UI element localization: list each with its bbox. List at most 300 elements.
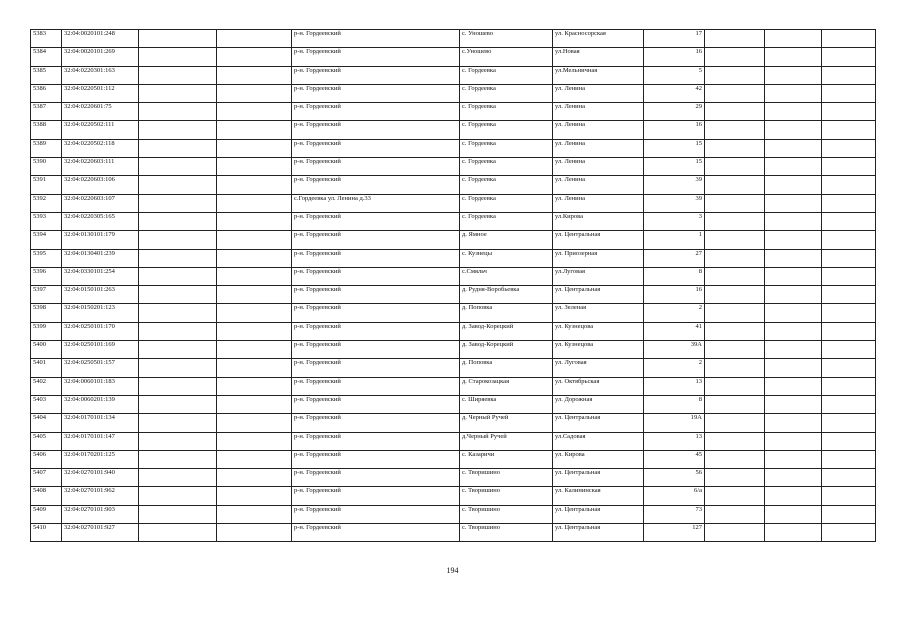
street-cell: ул. Кирова — [553, 450, 644, 468]
table-row — [31, 359, 876, 377]
empty-cell — [705, 48, 765, 66]
table-row — [31, 103, 876, 121]
empty-cell — [765, 212, 822, 230]
cadastral-number-cell: 32:04:0170101:134 — [62, 414, 139, 432]
house-number-cell: 16 — [644, 121, 705, 139]
empty-cell — [217, 469, 292, 487]
empty-cell — [217, 267, 292, 285]
empty-cell — [705, 505, 765, 523]
empty-cell — [822, 212, 876, 230]
address-cell: р-н. Гордеевский — [292, 395, 460, 413]
empty-cell — [217, 176, 292, 194]
empty-cell — [139, 139, 217, 157]
row-number-cell: 5405 — [31, 432, 62, 450]
empty-cell — [822, 450, 876, 468]
table-body — [31, 30, 876, 542]
address-cell: р-н. Гордеевский — [292, 414, 460, 432]
address-cell: р-н. Гордеевский — [292, 176, 460, 194]
address-cell: р-н. Гордеевский — [292, 249, 460, 267]
row-number-cell: 5407 — [31, 469, 62, 487]
empty-cell — [705, 194, 765, 212]
empty-cell — [139, 524, 217, 542]
empty-cell — [765, 158, 822, 176]
row-number-cell: 5403 — [31, 395, 62, 413]
empty-cell — [822, 249, 876, 267]
table-row — [31, 414, 876, 432]
empty-cell — [765, 469, 822, 487]
empty-cell — [765, 103, 822, 121]
empty-cell — [705, 249, 765, 267]
settlement-cell: д. Поповка — [460, 304, 553, 322]
empty-cell — [705, 469, 765, 487]
empty-cell — [217, 395, 292, 413]
empty-cell — [822, 194, 876, 212]
cadastral-number-cell: 32:04:0250101:170 — [62, 322, 139, 340]
empty-cell — [217, 158, 292, 176]
cadastral-number-cell: 32:04:0170101:147 — [62, 432, 139, 450]
empty-cell — [139, 176, 217, 194]
empty-cell — [139, 414, 217, 432]
table-row — [31, 322, 876, 340]
row-number-cell: 5383 — [31, 30, 62, 48]
address-cell: р-н. Гордеевский — [292, 66, 460, 84]
empty-cell — [139, 249, 217, 267]
address-cell: р-н. Гордеевский — [292, 377, 460, 395]
house-number-cell: 8 — [644, 267, 705, 285]
cadastral-number-cell: 32:04:0330101:254 — [62, 267, 139, 285]
empty-cell — [705, 377, 765, 395]
cadastral-number-cell: 32:04:0220502:111 — [62, 121, 139, 139]
empty-cell — [139, 432, 217, 450]
cadastral-number-cell: 32:04:0220601:75 — [62, 103, 139, 121]
house-number-cell: 13 — [644, 377, 705, 395]
house-number-cell: 2 — [644, 359, 705, 377]
empty-cell — [217, 84, 292, 102]
street-cell: ул. Приозерная — [553, 249, 644, 267]
settlement-cell: д. Черный Ручей — [460, 414, 553, 432]
empty-cell — [765, 249, 822, 267]
row-number-cell: 5401 — [31, 359, 62, 377]
empty-cell — [705, 450, 765, 468]
house-number-cell: 45 — [644, 450, 705, 468]
table-row — [31, 176, 876, 194]
row-number-cell: 5396 — [31, 267, 62, 285]
empty-cell — [765, 267, 822, 285]
table-row — [31, 30, 876, 48]
empty-cell — [705, 395, 765, 413]
cadastral-number-cell: 32:04:0150201:123 — [62, 304, 139, 322]
empty-cell — [765, 432, 822, 450]
empty-cell — [822, 359, 876, 377]
row-number-cell: 5406 — [31, 450, 62, 468]
street-cell: ул. Кузнецова — [553, 322, 644, 340]
empty-cell — [705, 212, 765, 230]
row-number-cell: 5386 — [31, 84, 62, 102]
settlement-cell: с. Уношево — [460, 30, 553, 48]
street-cell: ул. Ленина — [553, 121, 644, 139]
empty-cell — [139, 48, 217, 66]
table-row — [31, 48, 876, 66]
street-cell: ул.Мельничная — [553, 66, 644, 84]
row-number-cell: 5388 — [31, 121, 62, 139]
settlement-cell: с. Гордеевка — [460, 121, 553, 139]
settlement-cell: с. Кузнецы — [460, 249, 553, 267]
street-cell: ул. Зеленая — [553, 304, 644, 322]
page-number: 194 — [446, 566, 459, 575]
street-cell: ул.Садовая — [553, 432, 644, 450]
house-number-cell: 17 — [644, 30, 705, 48]
address-cell: р-н. Гордеевский — [292, 84, 460, 102]
empty-cell — [822, 84, 876, 102]
house-number-cell: 41 — [644, 322, 705, 340]
empty-cell — [822, 395, 876, 413]
empty-cell — [217, 249, 292, 267]
empty-cell — [139, 286, 217, 304]
cadastral-number-cell: 32:04:0020101:248 — [62, 30, 139, 48]
address-cell: р-н. Гордеевский — [292, 487, 460, 505]
empty-cell — [139, 267, 217, 285]
settlement-cell: д.Черный Ручей — [460, 432, 553, 450]
empty-cell — [217, 377, 292, 395]
street-cell: ул. Центральная — [553, 231, 644, 249]
table-row — [31, 194, 876, 212]
house-number-cell: 5 — [644, 66, 705, 84]
cadastral-number-cell: 32:04:0220301:163 — [62, 66, 139, 84]
house-number-cell: 56 — [644, 469, 705, 487]
table-row — [31, 139, 876, 157]
cadastral-number-cell: 32:04:0130101:179 — [62, 231, 139, 249]
empty-cell — [765, 304, 822, 322]
settlement-cell: д. Старокозацкая — [460, 377, 553, 395]
empty-cell — [217, 66, 292, 84]
empty-cell — [822, 121, 876, 139]
row-number-cell: 5391 — [31, 176, 62, 194]
cadastral-number-cell: 32:04:0270101:903 — [62, 505, 139, 523]
row-number-cell: 5404 — [31, 414, 62, 432]
empty-cell — [765, 30, 822, 48]
empty-cell — [765, 121, 822, 139]
table-row — [31, 524, 876, 542]
empty-cell — [765, 286, 822, 304]
row-number-cell: 5398 — [31, 304, 62, 322]
house-number-cell: 16 — [644, 286, 705, 304]
settlement-cell: д. Завод-Корецкий — [460, 322, 553, 340]
empty-cell — [765, 341, 822, 359]
empty-cell — [217, 139, 292, 157]
empty-cell — [822, 267, 876, 285]
empty-cell — [139, 158, 217, 176]
address-cell: р-н. Гордеевский — [292, 212, 460, 230]
table-row — [31, 121, 876, 139]
empty-cell — [705, 84, 765, 102]
empty-cell — [139, 212, 217, 230]
empty-cell — [217, 212, 292, 230]
cadastral-number-cell: 32:04:0270101:940 — [62, 469, 139, 487]
row-number-cell: 5400 — [31, 341, 62, 359]
table-row — [31, 377, 876, 395]
settlement-cell: с. Гордеевка — [460, 212, 553, 230]
empty-cell — [217, 432, 292, 450]
empty-cell — [139, 341, 217, 359]
cadastral-number-cell: 32:04:0060201:139 — [62, 395, 139, 413]
empty-cell — [765, 377, 822, 395]
cadastral-number-cell: 32:04:0220305:165 — [62, 212, 139, 230]
house-number-cell: 3 — [644, 212, 705, 230]
empty-cell — [217, 231, 292, 249]
house-number-cell: 2 — [644, 304, 705, 322]
empty-cell — [765, 231, 822, 249]
table-row — [31, 231, 876, 249]
empty-cell — [822, 469, 876, 487]
house-number-cell: 42 — [644, 84, 705, 102]
house-number-cell: 1 — [644, 231, 705, 249]
empty-cell — [139, 231, 217, 249]
empty-cell — [139, 377, 217, 395]
settlement-cell: с. Казаричи — [460, 450, 553, 468]
empty-cell — [822, 286, 876, 304]
empty-cell — [822, 176, 876, 194]
empty-cell — [822, 304, 876, 322]
empty-cell — [217, 304, 292, 322]
house-number-cell: 15 — [644, 158, 705, 176]
house-number-cell: 39 — [644, 176, 705, 194]
empty-cell — [765, 414, 822, 432]
address-cell: р-н. Гордеевский — [292, 121, 460, 139]
empty-cell — [217, 487, 292, 505]
empty-cell — [765, 505, 822, 523]
empty-cell — [139, 505, 217, 523]
empty-cell — [822, 524, 876, 542]
settlement-cell: с.Уношево — [460, 48, 553, 66]
table-row — [31, 84, 876, 102]
row-number-cell: 5393 — [31, 212, 62, 230]
empty-cell — [822, 322, 876, 340]
street-cell: ул. Центральная — [553, 469, 644, 487]
empty-cell — [765, 524, 822, 542]
street-cell: ул. Луговая — [553, 359, 644, 377]
settlement-cell: с. Творишино — [460, 524, 553, 542]
empty-cell — [765, 84, 822, 102]
house-number-cell: 19А — [644, 414, 705, 432]
cadastral-number-cell: 32:04:0220501:112 — [62, 84, 139, 102]
table-row — [31, 395, 876, 413]
address-cell: с.Гордеевка ул. Ленина д.33 — [292, 194, 460, 212]
empty-cell — [139, 359, 217, 377]
row-number-cell: 5385 — [31, 66, 62, 84]
empty-cell — [765, 395, 822, 413]
empty-cell — [705, 139, 765, 157]
cadastral-number-cell: 32:04:0150101:263 — [62, 286, 139, 304]
empty-cell — [217, 341, 292, 359]
row-number-cell: 5384 — [31, 48, 62, 66]
empty-cell — [822, 341, 876, 359]
cadastral-number-cell: 32:04:0220603:111 — [62, 158, 139, 176]
empty-cell — [139, 84, 217, 102]
empty-cell — [822, 377, 876, 395]
street-cell: ул. Ленина — [553, 103, 644, 121]
house-number-cell: 13 — [644, 432, 705, 450]
empty-cell — [822, 505, 876, 523]
cadastral-number-cell: 32:04:0170201:125 — [62, 450, 139, 468]
row-number-cell: 5410 — [31, 524, 62, 542]
row-number-cell: 5394 — [31, 231, 62, 249]
street-cell: ул. Центральная — [553, 286, 644, 304]
empty-cell — [217, 524, 292, 542]
table-row — [31, 469, 876, 487]
row-number-cell: 5409 — [31, 505, 62, 523]
empty-cell — [705, 487, 765, 505]
cadastral-number-cell: 32:04:0130401:239 — [62, 249, 139, 267]
empty-cell — [217, 194, 292, 212]
empty-cell — [139, 30, 217, 48]
empty-cell — [765, 487, 822, 505]
settlement-cell: с. Гордеевка — [460, 66, 553, 84]
empty-cell — [765, 176, 822, 194]
settlement-cell: с. Творишино — [460, 487, 553, 505]
empty-cell — [217, 359, 292, 377]
settlement-cell: с. Гордеевка — [460, 139, 553, 157]
cadastral-number-cell: 32:04:0250501:157 — [62, 359, 139, 377]
row-number-cell: 5399 — [31, 322, 62, 340]
empty-cell — [822, 48, 876, 66]
empty-cell — [705, 231, 765, 249]
address-cell: р-н. Гордеевский — [292, 286, 460, 304]
cadastral-number-cell: 32:04:0220603:106 — [62, 176, 139, 194]
row-number-cell: 5387 — [31, 103, 62, 121]
empty-cell — [765, 48, 822, 66]
empty-cell — [822, 414, 876, 432]
house-number-cell: 39 — [644, 194, 705, 212]
empty-cell — [765, 450, 822, 468]
street-cell: ул. Ленина — [553, 84, 644, 102]
street-cell: ул.Луговая — [553, 267, 644, 285]
settlement-cell: д. Рудня-Воробьевка — [460, 286, 553, 304]
house-number-cell: 29 — [644, 103, 705, 121]
cadastral-number-cell: 32:04:0250101:169 — [62, 341, 139, 359]
empty-cell — [705, 359, 765, 377]
empty-cell — [765, 66, 822, 84]
empty-cell — [822, 139, 876, 157]
cadastral-number-cell: 32:04:0060101:183 — [62, 377, 139, 395]
address-cell: р-н. Гордеевский — [292, 359, 460, 377]
empty-cell — [822, 432, 876, 450]
empty-cell — [822, 158, 876, 176]
street-cell: ул. Октябрьская — [553, 377, 644, 395]
address-cell: р-н. Гордеевский — [292, 103, 460, 121]
settlement-cell: д. Ямное — [460, 231, 553, 249]
empty-cell — [765, 139, 822, 157]
empty-cell — [705, 66, 765, 84]
empty-cell — [217, 505, 292, 523]
street-cell: ул. Центральная — [553, 414, 644, 432]
empty-cell — [705, 158, 765, 176]
empty-cell — [822, 30, 876, 48]
table-row — [31, 212, 876, 230]
street-cell: ул. Ленина — [553, 139, 644, 157]
row-number-cell: 5392 — [31, 194, 62, 212]
address-cell: р-н. Гордеевский — [292, 48, 460, 66]
empty-cell — [765, 322, 822, 340]
settlement-cell: с. Гордеевка — [460, 84, 553, 102]
house-number-cell: 127 — [644, 524, 705, 542]
empty-cell — [217, 414, 292, 432]
address-cell: р-н. Гордеевский — [292, 322, 460, 340]
street-cell: ул. Ленина — [553, 194, 644, 212]
address-cell: р-н. Гордеевский — [292, 341, 460, 359]
empty-cell — [139, 304, 217, 322]
empty-cell — [822, 487, 876, 505]
register-table — [30, 29, 876, 542]
house-number-cell: 27 — [644, 249, 705, 267]
settlement-cell: с. Гордеевка — [460, 194, 553, 212]
house-number-cell: 15 — [644, 139, 705, 157]
table-row — [31, 158, 876, 176]
street-cell: ул.Кирова — [553, 212, 644, 230]
address-cell: р-н. Гордеевский — [292, 231, 460, 249]
address-cell: р-н. Гордеевский — [292, 30, 460, 48]
settlement-cell: д. Поповка — [460, 359, 553, 377]
settlement-cell: с. Гордеевка — [460, 158, 553, 176]
address-cell: р-н. Гордеевский — [292, 469, 460, 487]
street-cell: ул. Дорожная — [553, 395, 644, 413]
empty-cell — [705, 30, 765, 48]
row-number-cell: 5395 — [31, 249, 62, 267]
table-row — [31, 487, 876, 505]
empty-cell — [705, 286, 765, 304]
settlement-cell: с. Гордеевка — [460, 103, 553, 121]
cadastral-number-cell: 32:04:0270101:927 — [62, 524, 139, 542]
table-row — [31, 66, 876, 84]
table-row — [31, 432, 876, 450]
empty-cell — [139, 395, 217, 413]
empty-cell — [705, 524, 765, 542]
empty-cell — [139, 487, 217, 505]
empty-cell — [217, 286, 292, 304]
empty-cell — [139, 469, 217, 487]
street-cell: ул. Ленина — [553, 176, 644, 194]
empty-cell — [139, 103, 217, 121]
address-cell: р-н. Гордеевский — [292, 139, 460, 157]
street-cell: ул. Кузнецова — [553, 341, 644, 359]
row-number-cell: 5389 — [31, 139, 62, 157]
table-row — [31, 341, 876, 359]
house-number-cell: 39А — [644, 341, 705, 359]
empty-cell — [705, 341, 765, 359]
empty-cell — [705, 322, 765, 340]
empty-cell — [139, 322, 217, 340]
house-number-cell: 16 — [644, 48, 705, 66]
empty-cell — [705, 414, 765, 432]
settlement-cell: с. Ширяевка — [460, 395, 553, 413]
table-row — [31, 267, 876, 285]
street-cell: ул. Центральная — [553, 505, 644, 523]
address-cell: р-н. Гордеевский — [292, 304, 460, 322]
table-row — [31, 505, 876, 523]
empty-cell — [765, 194, 822, 212]
street-cell: ул. Красносорская — [553, 30, 644, 48]
house-number-cell: 6/а — [644, 487, 705, 505]
address-cell: р-н. Гордеевский — [292, 267, 460, 285]
address-cell: р-н. Гордеевский — [292, 524, 460, 542]
empty-cell — [705, 432, 765, 450]
empty-cell — [217, 450, 292, 468]
street-cell: ул. Центральная — [553, 524, 644, 542]
address-cell: р-н. Гордеевский — [292, 450, 460, 468]
empty-cell — [765, 359, 822, 377]
row-number-cell: 5397 — [31, 286, 62, 304]
empty-cell — [705, 121, 765, 139]
empty-cell — [705, 176, 765, 194]
